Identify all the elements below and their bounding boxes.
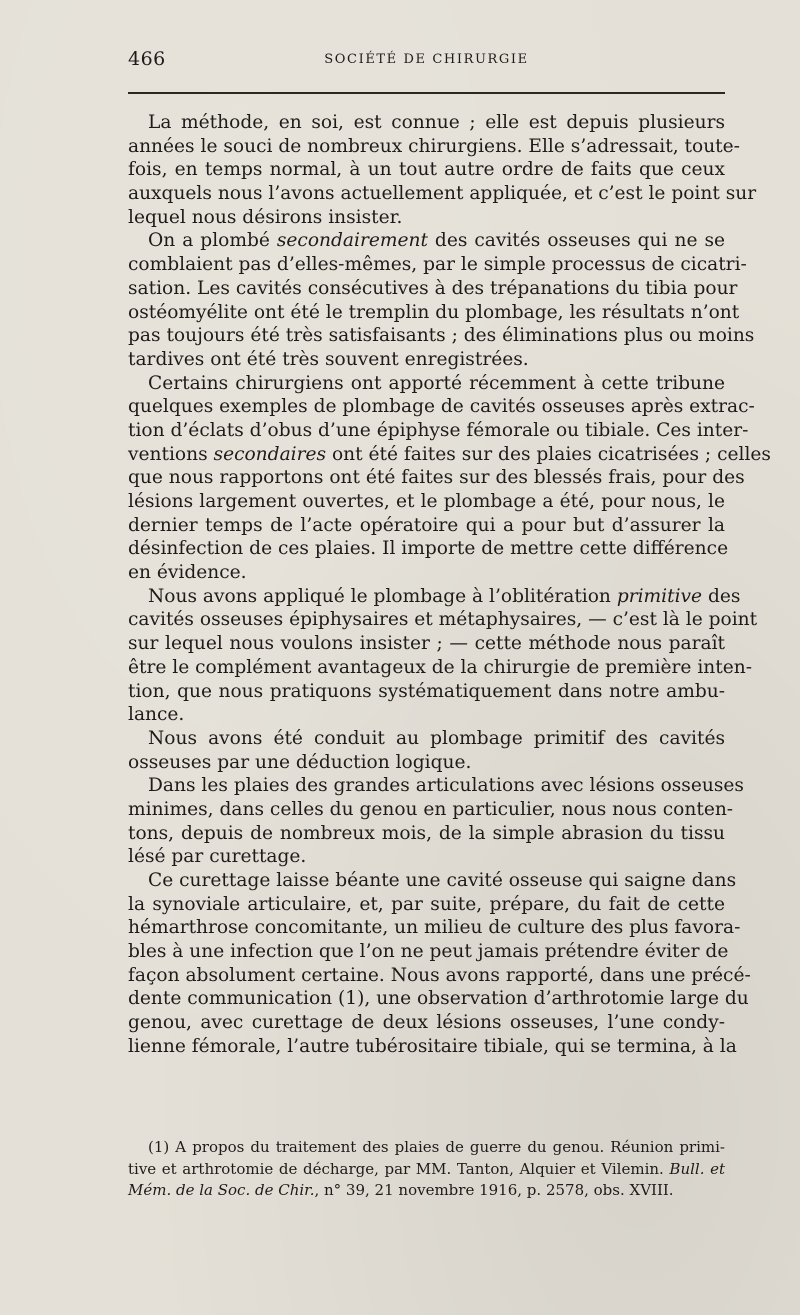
- text-line: [128, 229, 725, 253]
- footnote-line: [128, 1159, 725, 1181]
- footnote-line: [128, 1180, 725, 1202]
- text-line: hémarthrose concomitante, un milieu de culture des plus favora-: [128, 917, 741, 939]
- header-rule: [128, 92, 725, 94]
- text-line: tion d’éclats d’obus d’une épiphyse fémorale ou tibiale. Ces inter-: [128, 419, 749, 441]
- text-line: La méthode, en soi, est connue ; elle est depuis plusieurs: [148, 112, 725, 133]
- text-line: lésé par curettage.: [128, 846, 307, 868]
- text-line: [128, 443, 771, 467]
- text-line: cavités osseuses épiphysaires et métaphysaires, — c’est là le point: [128, 609, 758, 631]
- text-line: tons, depuis de nombreux mois, de la simple abrasion du tissu: [128, 822, 725, 844]
- text-line: osseuses par une déduction logique.: [128, 751, 472, 773]
- text-line: fois, en temps normal, à un tout autre ordre de faits que ceux: [128, 159, 725, 181]
- footnote-line: (1) A propos du traitement des plaies de guerre du genou. Réunion primi-: [148, 1138, 725, 1156]
- text-line: façon absolument certaine. Nous avons rapporté, dans une précé-: [128, 964, 751, 986]
- text-line: [128, 585, 741, 609]
- italic-text: primitive: [616, 585, 703, 607]
- text-span: , n° 39, 21 novembre 1916, p. 2578, obs. XVIII.: [314, 1181, 674, 1199]
- text-line: que nous rapportons ont été faites sur des blessés frais, pour des: [128, 467, 745, 489]
- page-number: 466: [128, 48, 166, 70]
- text-line: lienne fémorale, l’autre tubérositaire tibiale, qui se termina, à la: [128, 1035, 737, 1057]
- text-span: des: [702, 585, 741, 607]
- text-line: dente communication (1), une observation d’arthrotomie large du: [128, 988, 749, 1010]
- running-title: SOCIÉTÉ DE CHIRURGIE: [324, 52, 529, 67]
- text-line: tardives ont été très souvent enregistrées.: [128, 348, 529, 370]
- text-line: comblaient pas d’elles-mêmes, par le simple processus de cicatri-: [128, 254, 747, 276]
- text-line: Dans les plaies des grandes articulations avec lésions osseuses: [148, 775, 744, 797]
- text-span: ont été faites sur des plaies cicatrisées ; celles: [326, 443, 771, 465]
- text-span: ventions: [128, 443, 214, 465]
- italic-text: secondairement: [276, 230, 428, 252]
- italic-text: secondaires: [213, 443, 327, 465]
- text-line: lequel nous désirons insister.: [128, 206, 403, 228]
- text-line: tion, que nous pratiquons systématiquement dans notre ambu-: [128, 680, 725, 702]
- text-line: Certains chirurgiens ont apporté récemment à cette tribune: [148, 372, 725, 394]
- text-line: Ce curettage laisse béante une cavité osseuse qui saigne dans: [148, 870, 737, 891]
- text-line: ostéomyélite ont été le tremplin du plombage, les résultats n’ont: [128, 301, 740, 323]
- text-line: sur lequel nous voulons insister ; — cette méthode nous paraît: [128, 633, 725, 655]
- text-line: quelques exemples de plombage de cavités osseuses après extrac-: [128, 396, 755, 418]
- text-span: des cavités osseuses qui ne se: [427, 230, 725, 252]
- text-line: être le complément avantageux de la chirurgie de première inten-: [128, 656, 752, 678]
- text-line: lance.: [128, 704, 185, 726]
- body-text: [128, 111, 771, 1059]
- text-span: tive et arthrotomie de décharge, par MM. Tanton, Alquier et Vilemin.: [128, 1159, 670, 1178]
- italic-text: Mém. de la Soc. de Chir.: [128, 1181, 315, 1199]
- text-line: bles à une infection que l’on ne peut jamais prétendre éviter de: [128, 941, 729, 963]
- text-line: sation. Les cavités consécutives à des trépanations du tibia pour: [128, 277, 738, 299]
- text-span: Nous avons appliqué le plombage à l’oblitération: [148, 585, 617, 607]
- text-line: genou, avec curettage de deux lésions osseuses, l’une condy-: [128, 1012, 725, 1034]
- text-line: Nous avons été conduit au plombage primitif des cavités: [148, 727, 725, 749]
- text-line: lésions largement ouvertes, et le plombage a été, pour nous, le: [128, 491, 725, 512]
- text-line: la synoviale articulaire, et, par suite, prépare, du fait de cette: [128, 893, 725, 915]
- footnote: [128, 1137, 725, 1202]
- text-line: auxquels nous l’avons actuellement appliquée, et c’est le point sur: [128, 183, 757, 205]
- text-line: en évidence.: [128, 562, 247, 584]
- text-span: On a plombé: [148, 230, 277, 252]
- italic-text: Bull. et: [669, 1159, 725, 1178]
- text-line: désinfection de ces plaies. Il importe de mettre cette différence: [128, 538, 729, 560]
- text-line: années le souci de nombreux chirurgiens. Elle s’adressait, toute-: [128, 135, 740, 157]
- text-line: minimes, dans celles du genou en particulier, nous nous conten-: [128, 798, 734, 820]
- text-line: pas toujours été très satisfaisants ; des éliminations plus ou moins: [128, 325, 755, 347]
- text-line: dernier temps de l’acte opératoire qui a pour but d’assurer la: [128, 514, 725, 536]
- page-header: [128, 44, 725, 84]
